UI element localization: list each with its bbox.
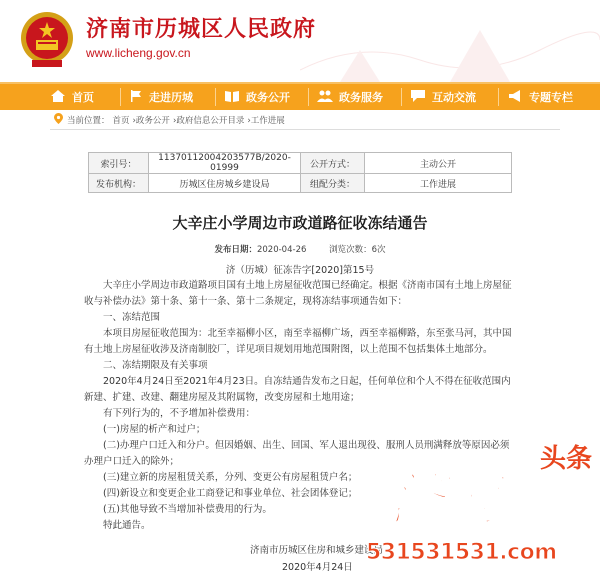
breadcrumb (54, 113, 288, 127)
nav-item-services[interactable] (309, 83, 391, 111)
divider (50, 129, 560, 130)
breadcrumb-home[interactable]: 首页 (112, 116, 130, 126)
category-label: 组配分类： (301, 174, 365, 193)
megaphone-icon (507, 89, 523, 106)
nav-item-about[interactable] (121, 83, 201, 111)
list-item: (三)建立新的房屋租赁关系，分列、变更公有房屋租赁户名； (103, 472, 358, 483)
nav-item-label: 走进历城 (149, 91, 193, 104)
signer: 济南市历城区住房和城乡建设局 (250, 545, 384, 556)
closing: 特此通告。 (103, 520, 151, 531)
nav-item-label: 首页 (72, 91, 94, 104)
paragraph: 2020年4月24日至2021年4月23日。自冻结通告发布之日起，任何单位和个人不得在征收范围内新建、扩建、改建、翻建房屋及其附属物，改变房屋和土地用途； (84, 376, 511, 403)
location-pin-icon (54, 113, 63, 127)
view-count-value: 6次 (371, 245, 386, 255)
paragraph: 大辛庄小学周边市政道路项目国有土地上房屋征收范围已经确定。根据《济南市国有土地上房屋征收与补偿办法》第十条、第十一条、第十二条规定，现将冻结事项通告如下： (84, 280, 512, 307)
nav-item-label: 专题专栏 (529, 91, 573, 104)
breadcrumb-progress[interactable]: ›工作进展 (247, 116, 285, 126)
breadcrumb-directory[interactable]: ›政府信息公开目录 (172, 116, 245, 126)
publish-date-value: 2020-04-26 (256, 245, 307, 255)
view-count-label: 浏览次数： (329, 245, 372, 255)
publish-date-label: 发布日期： (214, 245, 257, 255)
paragraph: 本项目房屋征收范围为：北至幸福柳小区，南至幸福柳广场，西至幸福柳路，东至张马河，其中国有土地上房屋征收涉及济南制胶厂，详见项目规划用地范围附图，以上范围不包括集体土地部分。 (84, 328, 512, 355)
table-row (89, 174, 512, 193)
section-heading: 二、冻结期限及有关事项 (103, 360, 208, 371)
nav-item-gov-affairs[interactable] (216, 83, 298, 111)
people-icon (317, 89, 333, 106)
nav-item-label: 互动交流 (432, 91, 476, 104)
list-item: (五)其他导致不当增加补偿费用的行为。 (103, 504, 272, 515)
nav-item-label: 政务公开 (246, 91, 290, 104)
nav-item-interaction[interactable] (402, 83, 484, 111)
site-url: www.licheng.gov.cn (86, 46, 191, 60)
list-item: (二)办理户口迁入和分户。但因婚姻、出生、回国、军人退出现役、服刑人员刑满释放等原因必须办理户口迁入的除外； (84, 440, 510, 467)
breadcrumb-gov-affairs[interactable]: ›政务公开 (132, 116, 170, 126)
index-value: 11370112004203577B/2020-01999 (149, 153, 301, 174)
chat-icon (410, 89, 426, 106)
list-item: (一)房屋的析产和过户； (103, 424, 206, 435)
nav-item-label: 政务服务 (339, 91, 383, 104)
view-count (329, 245, 385, 255)
list-item: (四)新设立和变更企业工商登记和事业单位、社会团体登记； (103, 488, 358, 499)
watermark-logo: 济南 (388, 465, 497, 533)
book-icon (224, 89, 240, 106)
section-heading: 一、冻结范围 (103, 312, 161, 323)
table-row (89, 153, 512, 174)
method-value: 主动公开 (365, 153, 512, 174)
watermark-phone: 531531531.com (366, 540, 557, 565)
main-nav (0, 82, 600, 110)
method-label: 公开方式： (301, 153, 365, 174)
article-meta (0, 243, 600, 255)
header-decoration (300, 0, 600, 82)
doc-info-table (88, 152, 512, 193)
breadcrumb-prefix: 当前位置： (67, 116, 110, 126)
watermark-side-text: 头条 (540, 444, 593, 474)
flag-icon (129, 89, 143, 106)
index-label: 索引号： (89, 153, 149, 174)
sign-date: 2020年4月24日 (282, 562, 353, 573)
site-title[interactable]: 济南市历城区人民政府 (86, 17, 317, 42)
national-emblem-icon (18, 8, 76, 72)
home-icon (50, 89, 66, 106)
nav-item-special-topics[interactable] (499, 83, 581, 111)
nav-item-home[interactable] (0, 83, 102, 111)
document-number: 济（历城）征冻告字[2020]第15号 (225, 265, 375, 276)
article-title: 大辛庄小学周边市政道路征收冻结通告 (172, 214, 428, 232)
site-header (0, 0, 600, 82)
publish-date (214, 245, 306, 255)
org-value: 历城区住房城乡建设局 (149, 174, 301, 193)
org-label: 发布机构： (89, 174, 149, 193)
paragraph: 有下列行为的，不予增加补偿费用： (103, 408, 256, 419)
category-value: 工作进展 (365, 174, 512, 193)
